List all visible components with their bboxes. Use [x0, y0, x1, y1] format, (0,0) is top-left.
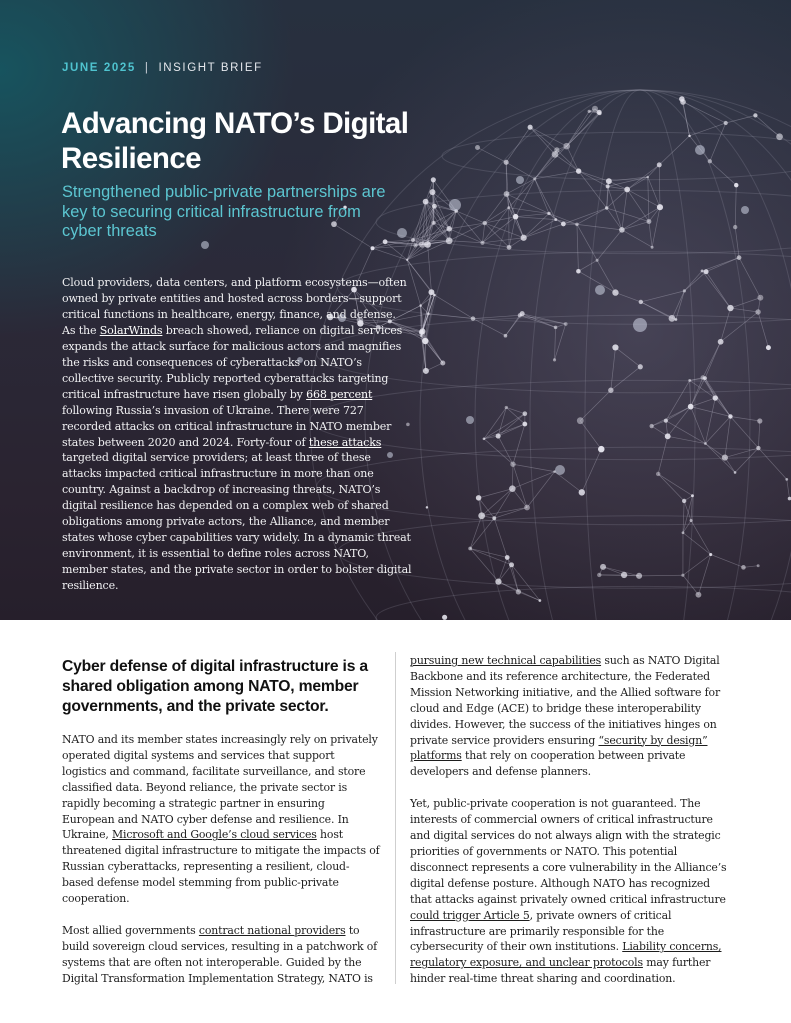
network-node [419, 328, 425, 334]
network-link [478, 148, 507, 163]
network-node [516, 589, 521, 594]
network-link [705, 398, 715, 444]
p2-text-1: Most allied governments [62, 923, 199, 937]
network-link [627, 190, 660, 208]
network-node [406, 259, 408, 261]
network-node [592, 106, 598, 112]
network-link [705, 416, 730, 443]
network-link [652, 207, 660, 247]
network-node [413, 243, 417, 247]
network-link [524, 224, 564, 238]
p4-text-2: , private owners of critical infrastructure are primarily responsible for the cybersecurity of their own institutions. [410, 908, 672, 954]
network-link [627, 165, 659, 190]
network-node [509, 562, 514, 567]
network-link [513, 464, 555, 471]
network-link [577, 224, 578, 271]
network-node [423, 199, 429, 205]
network-link [683, 555, 711, 576]
network-node [440, 360, 445, 365]
network-node [665, 433, 671, 439]
network-node [688, 135, 691, 138]
network-node [507, 245, 512, 250]
p3-text-1: such as NATO Digital Backbone and its reference architecture, the Federated Mission Networking initiative, and the Allied software for cloud and Edge (ACE) to bridge these interoperability divides. However, the success of the initiatives hinges on private service providers ensuring [410, 654, 721, 747]
network-node [606, 184, 610, 188]
intro-text-4: targeted digital service providers; at least three of these attacks impacted critical infrastructure in more than one country. Against a backdrop of increasing threats, NATO’s digital resilience has depended on a complex web of shared obligations among private actors, the Alliance, and member states whose cyber capabilities vary widely. In a dynamic threat environment, it is essential to define roles across NATO, member states, and the private sector in order to bolster digital resilience. [62, 451, 412, 593]
security-by-design-link[interactable]: “security by design” platforms [410, 733, 708, 763]
network-link [516, 217, 556, 220]
network-link [615, 347, 640, 366]
network-link [758, 421, 759, 448]
network-node [504, 160, 509, 165]
network-link [703, 378, 715, 398]
network-node [675, 318, 678, 321]
network-link [506, 127, 530, 162]
network-glow-node [397, 228, 407, 238]
network-link [735, 185, 736, 227]
network-node [420, 334, 423, 337]
network-link [710, 161, 736, 185]
network-link [485, 194, 507, 223]
network-node [636, 573, 642, 579]
network-link [648, 177, 649, 222]
network-glow-node [466, 416, 474, 424]
network-link [555, 327, 556, 360]
network-link [715, 398, 730, 416]
network-link [641, 291, 685, 302]
network-link [482, 508, 527, 516]
network-link [582, 449, 601, 492]
network-node [646, 176, 649, 179]
network-link [730, 416, 758, 448]
network-node [476, 495, 482, 501]
network-link [428, 245, 432, 293]
network-link [513, 424, 525, 464]
network-node [606, 178, 612, 184]
network-link [567, 111, 590, 146]
network-link [758, 448, 786, 479]
network-link [555, 154, 579, 171]
network-link [599, 575, 639, 576]
network-node [619, 227, 625, 233]
network-glow-node [201, 241, 209, 249]
network-link [555, 324, 566, 360]
network-node [713, 395, 718, 400]
network-link [512, 464, 513, 488]
network-link [691, 407, 706, 444]
intro-text-3: following Russia’s invasion of Ukraine. There were 727 recorded attacks on critical infrastructure in NATO member states between 2020 and 2024. Forty-four of [62, 403, 392, 449]
network-node [638, 364, 643, 369]
network-link [611, 347, 616, 390]
p3-text-2: that rely on cooperation between private developers and defense planners. [410, 749, 686, 779]
network-link [530, 127, 555, 154]
network-link [683, 575, 699, 595]
network-link [607, 208, 622, 230]
liability-concerns-link[interactable]: Liability concerns, regulatory exposure, and unclear protocols [410, 940, 722, 970]
globe-meridian [475, 90, 791, 620]
network-link [652, 407, 691, 426]
network-link [648, 165, 659, 177]
network-link [563, 208, 606, 224]
network-node [785, 478, 788, 481]
left-column [62, 732, 380, 987]
network-link [702, 271, 730, 308]
network-link [470, 516, 481, 549]
network-link [498, 565, 511, 582]
network-node [776, 133, 783, 140]
network-node [483, 221, 487, 225]
network-node [681, 574, 684, 577]
network-node [664, 419, 668, 423]
668-percent-link[interactable]: 668 percent [306, 387, 373, 401]
network-link [725, 416, 731, 457]
issue-date: JUNE 2025 [62, 62, 136, 74]
network-node [753, 113, 757, 117]
network-node [734, 183, 738, 187]
network-link [413, 202, 426, 240]
network-link [603, 567, 624, 575]
right-column [410, 653, 732, 987]
network-link [512, 489, 527, 508]
network-node [524, 505, 530, 511]
network-node [510, 462, 515, 467]
network-glow-node [741, 206, 749, 214]
network-node [429, 189, 435, 195]
network-link [498, 407, 506, 436]
network-link [684, 272, 706, 291]
body-paragraph-3 [410, 653, 732, 780]
network-link [577, 208, 607, 224]
intro-text-1: Cloud providers, data centers, and platform ecosystems—often owned by private entities and hosted across borders—support critical functions in healthcare, energy, finance, and defense. As the [62, 276, 407, 337]
column-divider [395, 652, 396, 984]
contract-providers-link[interactable]: contract national providers [198, 923, 346, 937]
network-node [755, 309, 760, 314]
network-node [691, 494, 694, 497]
network-node [564, 322, 568, 326]
network-node [690, 519, 693, 522]
network-node [704, 269, 709, 274]
network-link [530, 127, 557, 150]
network-node [646, 219, 651, 224]
network-node [513, 214, 519, 220]
solarwinds-link[interactable]: SolarWinds [99, 323, 163, 337]
network-node [554, 218, 557, 221]
network-node [709, 553, 712, 556]
network-node [471, 316, 476, 321]
network-link [577, 224, 597, 260]
network-link [702, 258, 739, 271]
page-subtitle: Strengthened public-private partnerships are key to securing critical infrastructure from cyber threats [62, 183, 386, 241]
network-link [622, 190, 627, 230]
p4-text-3: may further hinder real-time threat sharing and coordination. [410, 956, 711, 986]
network-node [756, 446, 760, 450]
network-link [690, 380, 691, 406]
network-glow-node [516, 176, 524, 184]
network-node [679, 96, 685, 102]
network-node [446, 237, 453, 244]
network-link [683, 533, 711, 555]
network-link [711, 555, 744, 568]
network-link [615, 293, 640, 302]
network-link [567, 109, 595, 146]
issue-label [62, 62, 263, 74]
network-node [475, 145, 480, 150]
network-node [521, 235, 527, 241]
network-node [509, 485, 516, 492]
network-link [473, 319, 505, 336]
network-node [533, 177, 536, 180]
network-node [480, 241, 484, 245]
network-node [577, 417, 584, 424]
network-node [657, 162, 662, 167]
network-link [513, 464, 527, 507]
network-link [666, 380, 690, 420]
network-link [470, 549, 498, 582]
network-node [688, 379, 691, 382]
network-node [722, 455, 728, 461]
issue-kind: INSIGHT BRIEF [158, 62, 263, 74]
network-node [600, 564, 606, 570]
network-glow-node [595, 285, 605, 295]
network-node [554, 326, 558, 330]
body-paragraph-4 [410, 796, 732, 987]
p4-text-1: Yet, public-private cooperation is not guaranteed. The interests of commercial owners of critical infrastructure and digital services do not always align with the strategic priorities of governments or NATO. This potential disconnect represents a core vulnerability in the Alliance’s digital defense posture. Although NATO has recognized that attacks against privately owned critical infrastructure [410, 797, 727, 906]
network-node [505, 555, 510, 560]
network-node [608, 388, 613, 393]
network-node [688, 404, 694, 410]
network-link [659, 165, 660, 207]
network-node [442, 615, 447, 620]
network-node [554, 147, 559, 152]
network-link [456, 211, 485, 223]
network-node [612, 344, 618, 350]
network-link [787, 479, 790, 498]
network-node [419, 304, 422, 307]
network-node [696, 592, 702, 598]
network-node [682, 531, 685, 534]
network-link [684, 271, 702, 291]
network-node [538, 599, 541, 602]
network-node [576, 168, 581, 173]
network-link [607, 208, 649, 221]
network-node [621, 572, 627, 578]
network-link [730, 416, 759, 421]
network-link [567, 112, 599, 146]
article-5-link[interactable]: could trigger Article 5 [410, 908, 530, 922]
network-node [596, 259, 599, 262]
these-attacks-link[interactable]: these attacks [308, 435, 382, 449]
network-link [721, 308, 731, 342]
network-link [577, 224, 622, 230]
network-node [575, 223, 578, 226]
network-link [730, 298, 760, 308]
network-link [666, 407, 691, 421]
network-glow-node [633, 318, 647, 332]
network-node [478, 512, 485, 519]
network-link [705, 444, 724, 458]
network-link [607, 186, 608, 208]
network-node [563, 143, 570, 150]
network-link [611, 367, 640, 390]
network-node [426, 506, 428, 508]
p1-text-1: NATO and its member states increasingly rely on privately operated digital systems and services that support logistics and command, facilitate surveillance, and store classified data. Beyond reliance, the private sector is rapidly becoming a strategic partner in ensuring European and NATO cyber defense and resilience. In Ukraine, [62, 733, 378, 842]
network-node [597, 573, 601, 577]
technical-capabilities-link[interactable]: pursuing new technical capabilities [410, 654, 602, 667]
network-link [627, 190, 649, 222]
section-heading: Cyber defense of digital infrastructure is a shared obligation among NATO, member governments, and the private sector. [62, 658, 368, 716]
network-node [371, 246, 375, 250]
globe-meridian [585, 90, 695, 620]
network-node [505, 406, 508, 409]
network-link [622, 230, 652, 247]
network-link [580, 421, 601, 449]
network-link [449, 229, 482, 243]
network-glow-node [449, 199, 461, 211]
network-link [706, 272, 730, 308]
network-node [427, 312, 430, 315]
network-node [669, 315, 676, 322]
network-link [658, 474, 684, 501]
network-node [657, 204, 663, 210]
network-link [579, 171, 609, 181]
network-node [757, 418, 762, 423]
network-node [701, 269, 704, 272]
p1-text-2: host threatened digital infrastructure to mitigate the impacts of Russian cyberattacks, representing a resilient, cloud-based defense model stemming from public-private cooperation. [62, 828, 380, 906]
network-glow-node [695, 145, 705, 155]
network-node [423, 368, 429, 374]
body-paragraph-1 [62, 732, 380, 907]
network-node [432, 204, 437, 209]
network-node [496, 433, 501, 438]
network-node [504, 191, 510, 197]
network-link [652, 421, 666, 426]
network-node [741, 565, 746, 570]
network-link [698, 555, 710, 595]
network-node [422, 338, 428, 344]
network-node [432, 221, 436, 225]
network-node [757, 295, 763, 301]
network-link [622, 222, 649, 230]
network-node [766, 345, 771, 350]
network-node [728, 414, 732, 418]
network-link [426, 202, 450, 229]
network-link [608, 186, 622, 229]
network-link [578, 260, 597, 271]
network-node [547, 212, 550, 215]
network-link [658, 436, 668, 474]
network-node [553, 358, 556, 361]
network-node [718, 339, 724, 345]
network-node [651, 246, 654, 249]
network-node [520, 311, 525, 316]
network-node [495, 579, 501, 585]
network-node [704, 442, 707, 445]
network-link [516, 213, 549, 216]
network-link [649, 222, 652, 248]
network-node [523, 411, 528, 416]
network-node [733, 225, 737, 229]
network-link [672, 291, 684, 319]
network-node [639, 300, 643, 304]
network-glow-node [555, 465, 565, 475]
network-node [446, 226, 451, 231]
globe-meridian [530, 90, 750, 620]
network-node [411, 238, 415, 242]
intro-text-2: breach showed, reliance on digital services expands the attack surface for malicious actors and magnifies the risks and consequences of cyberattacks on NATO’s collective security. Publicly reported cyberattacks targeting critical infrastructure have risen globally by [62, 323, 403, 401]
network-node [737, 255, 742, 260]
network-node [757, 564, 760, 567]
network-link [739, 258, 760, 298]
network-node [682, 499, 686, 503]
network-link [597, 230, 622, 260]
network-node [468, 547, 472, 551]
network-link [658, 474, 692, 496]
network-node [734, 471, 737, 474]
network-node [483, 437, 486, 440]
network-node [701, 375, 706, 380]
page-title: Advancing NATO’s Digital Resilience [61, 107, 409, 175]
network-node [656, 472, 660, 476]
network-link [691, 521, 711, 555]
network-node [507, 206, 510, 209]
network-link [622, 207, 660, 230]
body-paragraph-2 [62, 923, 380, 987]
network-link [758, 312, 768, 348]
network-node [431, 177, 436, 182]
network-node [598, 446, 605, 453]
network-link [648, 177, 660, 207]
intro-paragraph [62, 275, 412, 594]
network-node [724, 121, 728, 125]
network-node [561, 222, 566, 227]
network-link [498, 414, 525, 436]
network-node [683, 289, 686, 292]
network-node [522, 422, 527, 427]
network-link [703, 342, 721, 378]
p2-text-2: to build sovereign cloud services, resulting in a patchwork of systems that are often not interoperable. Guided by the Digital Transformation Implementation Strategy, NATO is [62, 923, 378, 985]
network-link [506, 407, 525, 413]
network-link [755, 115, 779, 136]
issue-separator: | [144, 62, 150, 74]
network-node [612, 289, 618, 295]
network-node [579, 489, 585, 495]
cloud-services-link[interactable]: Microsoft and Google’s cloud services [112, 828, 317, 842]
network-link [494, 518, 507, 557]
network-node [492, 516, 496, 520]
network-node [624, 187, 630, 193]
network-link [470, 518, 494, 548]
network-node [424, 241, 431, 248]
network-link [668, 407, 691, 437]
network-node [605, 206, 608, 209]
network-node [588, 110, 591, 113]
network-node [428, 289, 434, 295]
network-node [576, 269, 581, 274]
network-node [727, 305, 733, 311]
network-link [639, 575, 683, 576]
network-node [650, 424, 654, 428]
network-node [708, 159, 712, 163]
network-node [504, 334, 508, 338]
network-node [528, 125, 533, 130]
